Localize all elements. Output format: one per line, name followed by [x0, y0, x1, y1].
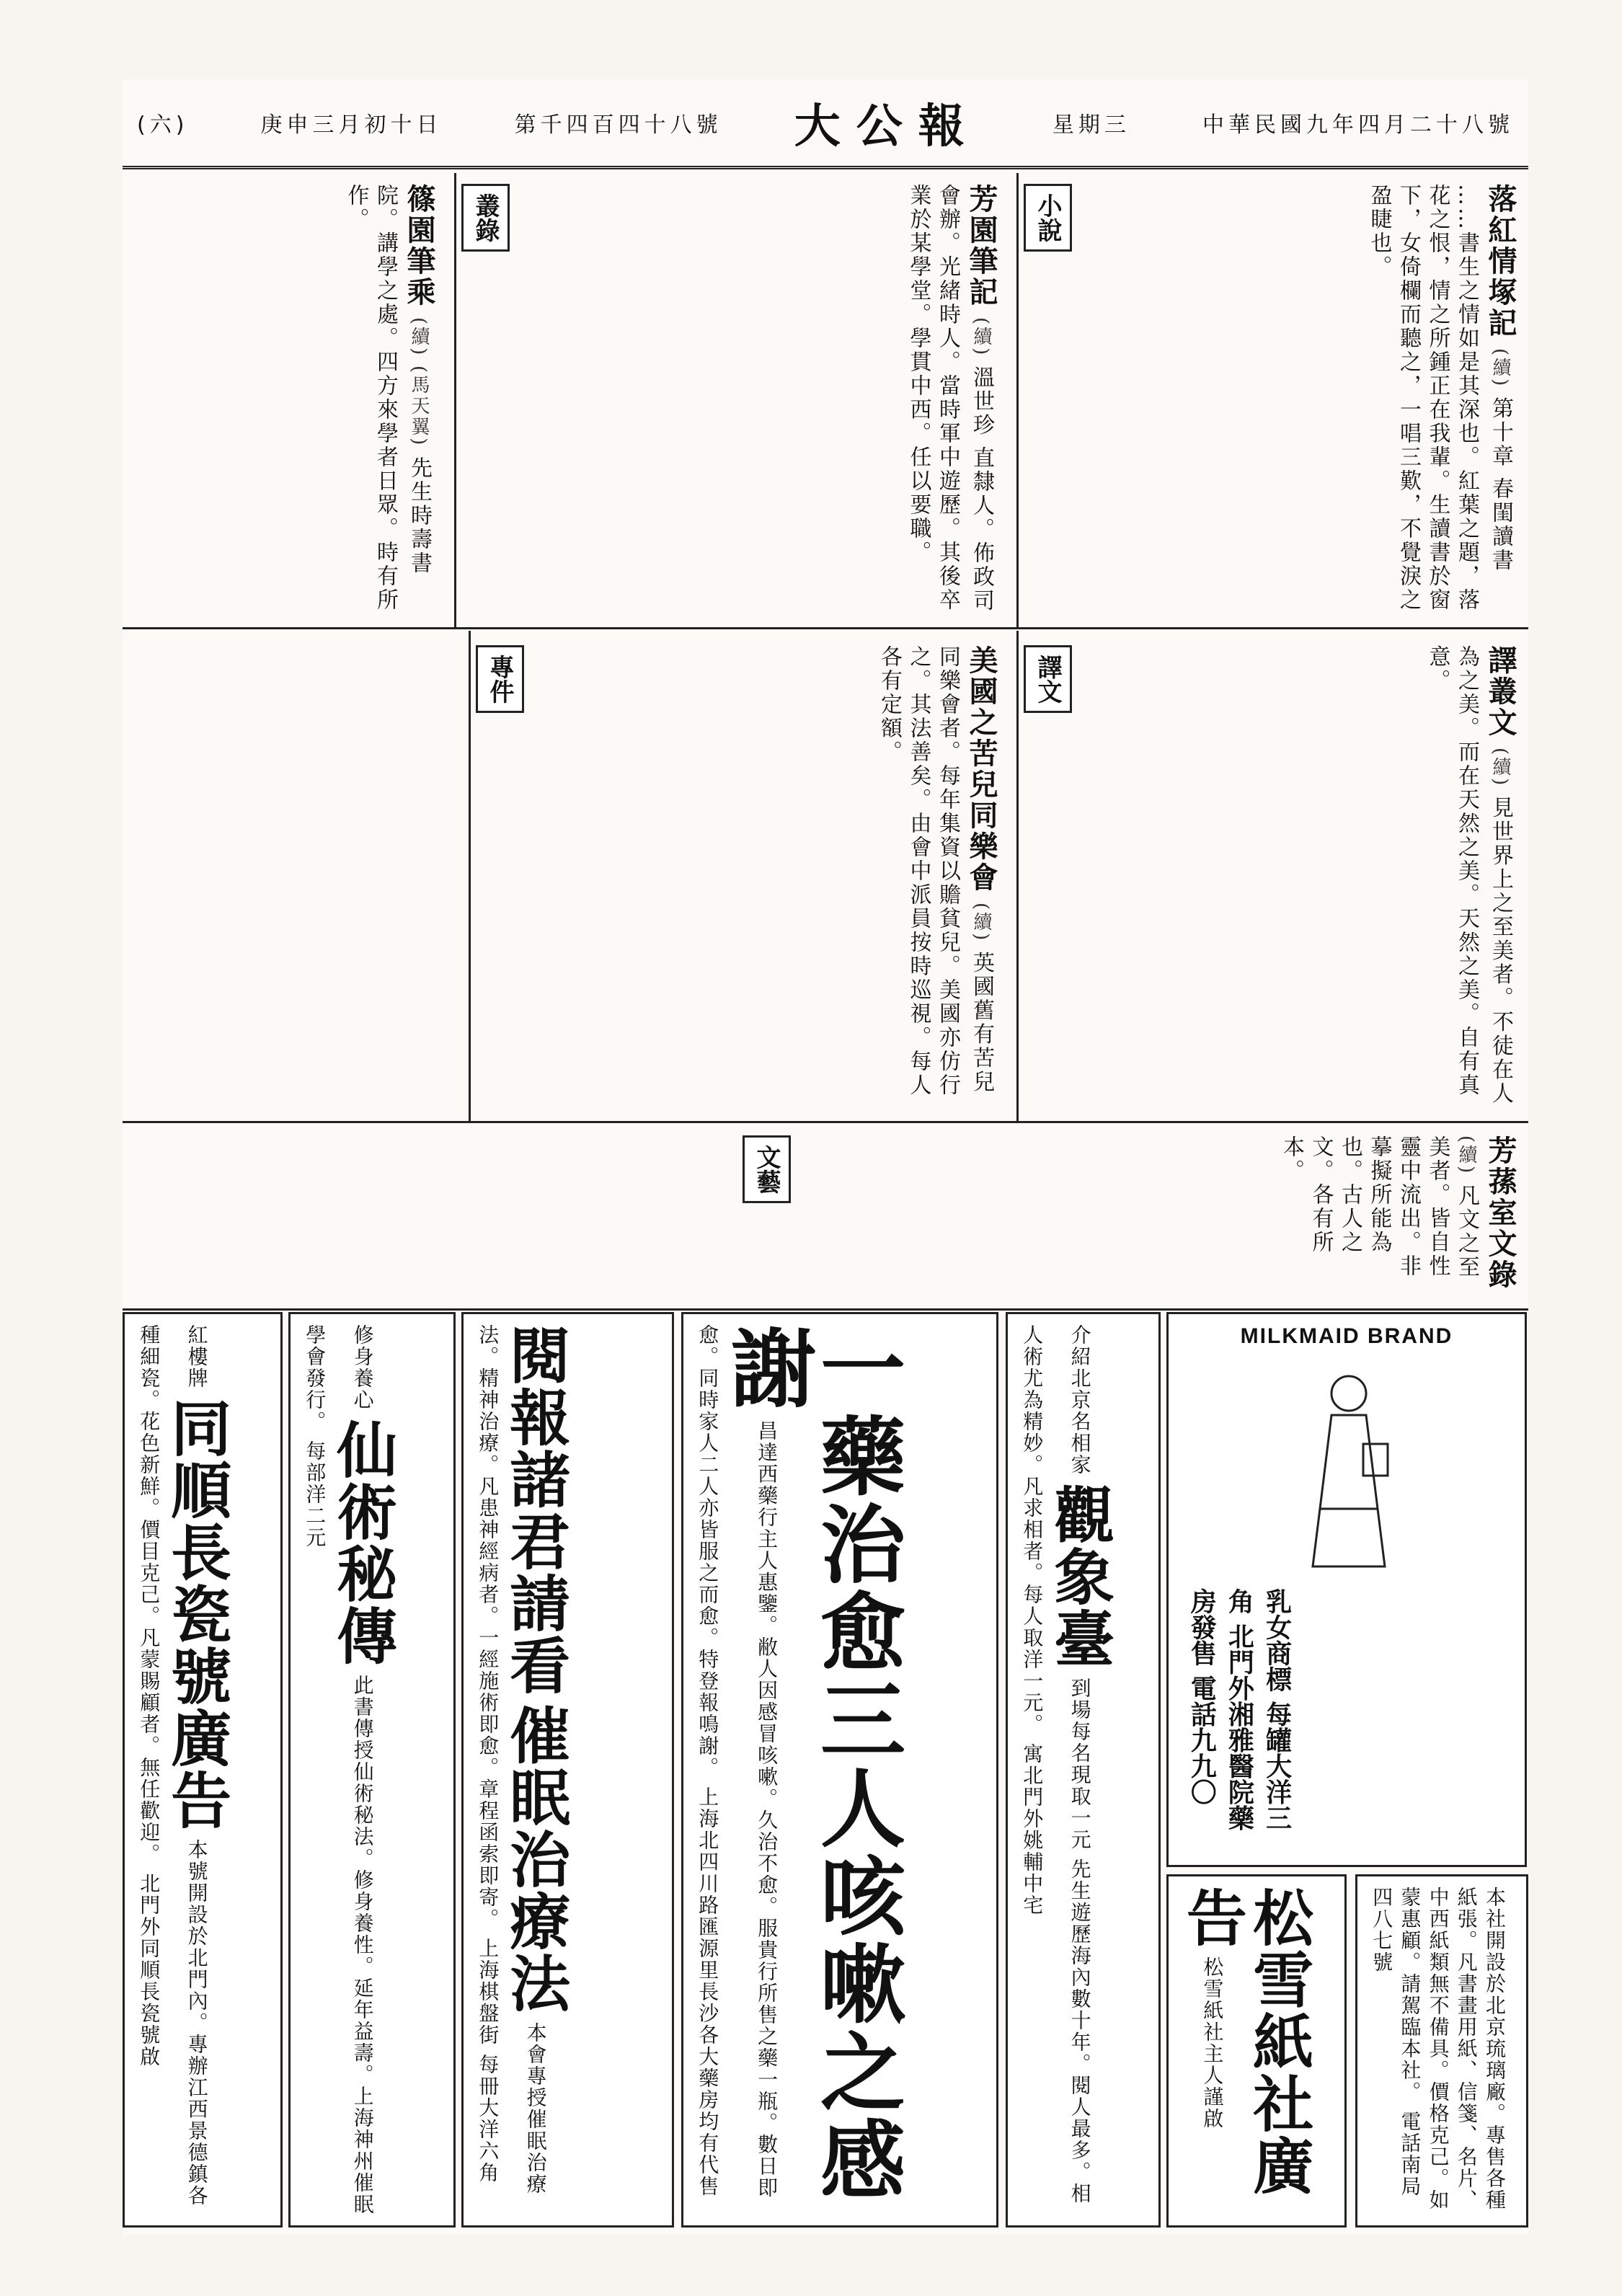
- story-fangsunshi: [130, 1128, 1528, 1305]
- story-luohong: [1081, 177, 1528, 624]
- story-body: 先生時壽書院。講學之處。四方來學者日眾。時有所作。: [343, 184, 432, 612]
- ad-headline: 同順長瓷號廣告: [161, 1396, 233, 1831]
- ad-hypnosis: [461, 1312, 674, 2228]
- story-note: (續): [970, 316, 992, 357]
- ad-signature: 松雪紙社主人謹啟: [1200, 1956, 1225, 2129]
- milkmaid-text: [1183, 1588, 1296, 1855]
- rule-v3: [1016, 631, 1019, 1121]
- story-body: 第十章 春閨讀書 ……書生之情如是其深也。紅葉之題，落花之恨，情之所鍾正在我輩。生讀書於窗下，女倚欄而聽之，一唱三歎，不覺淚之盈睫也。: [1366, 184, 1513, 612]
- story-note: (續): [408, 316, 430, 357]
- story-note: (續): [970, 902, 992, 942]
- ad-body: 本社開設於北京琉璃廠。專售各種紙張。凡書畫用紙、信箋、名片、中西紙類無不備具。價格克己。如蒙惠顧。請駕臨本社。: [1398, 1887, 1507, 2211]
- section-label-translation: 譯文: [1024, 645, 1072, 713]
- rule-ads: [123, 1308, 1528, 1311]
- ad-prefix: 紅樓牌: [185, 1324, 209, 1389]
- ad-headline: 催眠治療法: [500, 1703, 572, 2014]
- ad-title: 松雪紙社廣告: [1176, 1887, 1315, 2197]
- section-label-special: 專件: [476, 645, 524, 713]
- ad-price: 每冊大洋六角: [476, 2053, 500, 2184]
- weekday: 星期三: [1052, 112, 1130, 138]
- story-yiwen: [1081, 638, 1528, 1114]
- ad-contact: 電話南局四八七號: [1370, 1887, 1422, 2197]
- milkmaid-figure-icon: [1291, 1365, 1406, 1581]
- ad-name: 觀象臺: [1044, 1483, 1116, 1670]
- section-label-fiction: 小說: [1024, 184, 1072, 252]
- story-title: 芳園筆記: [965, 184, 998, 308]
- rule-v1: [1016, 173, 1019, 627]
- ad-fee: 到場每名現取一元: [1068, 1677, 1092, 1850]
- ad-body: 先生遊歷海內數十年。閱人最多。相人術尤為精妙。凡求相者。每人取洋一元。: [1020, 1324, 1092, 2204]
- ad-headline: 一藥治愈三人咳嗽之感謝: [717, 1324, 906, 2204]
- story-title: 美國之苦兒同樂會: [965, 645, 998, 893]
- ad-headline: 仙術秘傳: [327, 1418, 399, 1667]
- story-body: 凡文之至美者。皆自性靈中流出。非摹擬所能為也。古人之文。各有所本。: [1279, 1135, 1479, 1280]
- lunar-date: 庚申三月初十日: [260, 112, 443, 138]
- rule-upper: [123, 627, 1528, 629]
- ad-milkmaid: [1166, 1312, 1527, 1867]
- ad-contact: 上海棋盤街: [476, 1937, 500, 2046]
- milkmaid-price: 每罐大洋三角: [1224, 1588, 1293, 1831]
- section-label-literature: 文藝: [743, 1135, 791, 1203]
- milkmaid-seller: 北門外湘雅醫院藥房發售: [1187, 1588, 1255, 1831]
- story-title: 芳蓀室文錄: [1484, 1135, 1517, 1290]
- story-note: (續): [1489, 347, 1511, 388]
- ad-guanxiangtai: [1006, 1312, 1161, 2228]
- masthead-center: [794, 89, 980, 156]
- section-label-miscellany: 叢錄: [461, 184, 510, 252]
- newspaper-title: 大公報: [794, 100, 980, 154]
- story-xiaoyuan: [130, 177, 447, 624]
- story-author: (馬天翼): [408, 365, 430, 448]
- ad-cough-thanks: [681, 1312, 998, 2228]
- story-tonglehui: [519, 638, 1009, 1114]
- ad-body: 本號開設於北門內。專辦江西景德鎮各種細瓷。花色新鮮。價目克己。凡蒙賜顧者。無任歡迎。: [137, 1324, 209, 2207]
- issue-number: 第千四百四十八號: [514, 112, 722, 138]
- rule-middle: [123, 1121, 1528, 1123]
- milkmaid-phone: 電話九九〇: [1187, 1675, 1218, 1805]
- rule-v2: [454, 173, 456, 627]
- ad-body: 此書傳授仙術秘法。修身養性。延年益壽。上海神州催眠學會發行。: [303, 1324, 375, 2215]
- ad-body: 昌達西藥行主人惠鑒。敝人因感冒咳嗽。久治不愈。服貴行所售之藥一瓶。數日即愈。同時家人二人亦皆服之而愈。特登報鳴謝。: [696, 1324, 779, 2199]
- milkmaid-brand: MILKMAID BRAND: [1240, 1324, 1453, 1348]
- republic-date: 中華民國九年四月二十八號: [1202, 112, 1514, 138]
- ad-songxue-title: [1166, 1874, 1347, 2228]
- ad-body: 本會專授催眠治療法。精神治療。凡患神經病者。一經施術即愈。章程函索即寄。: [476, 1324, 548, 2195]
- story-body: 英國舊有苦兒同樂會者。每年集資以贍貧兒。美國亦仿行之。其法善矣。由會中派員按時巡視。每人各有定額。: [877, 645, 994, 1097]
- story-body: 溫世珍 直隸人。佈政司會辦。光緒時人。當時軍中遊歷。其後卒業於某學堂。學貫中西。任以要職。: [905, 184, 994, 613]
- story-title: 篠園筆乘: [402, 184, 436, 308]
- story-title: 落紅情塚記: [1484, 184, 1517, 339]
- ad-prefix: 閱報諸君請看: [500, 1324, 572, 1696]
- story-note: (續): [1489, 747, 1511, 787]
- ad-address: 寓北門外姚輔中宅: [1020, 1742, 1045, 1916]
- ad-tongshun: [123, 1312, 283, 2228]
- story-note: (續): [1455, 1135, 1477, 1176]
- milkmaid-mark: 乳女商標: [1262, 1588, 1293, 1692]
- story-title: 譯叢文: [1484, 645, 1517, 738]
- masthead: [123, 79, 1528, 169]
- ad-xianshu: [288, 1312, 456, 2228]
- ad-prefix: 修身養心: [350, 1324, 375, 1411]
- ad-seller: 北門外同順長瓷號啟: [137, 1872, 161, 2067]
- ad-songxue-body: [1355, 1874, 1528, 2228]
- rule-v4: [469, 631, 471, 1121]
- ad-intro: 介紹北京名相家: [1068, 1324, 1092, 1476]
- story-fangyuan: [505, 177, 1009, 624]
- story-body: 見世界上之至美者。不徒在人為之美。而在天然之美。天然之美。自有真意。: [1424, 645, 1513, 1106]
- ad-seller: 上海北四川路匯源里長沙各大藥房均有代售: [696, 1786, 720, 2197]
- ad-price: 每部洋二元: [303, 1440, 327, 1548]
- page-marker: (六): [137, 112, 189, 138]
